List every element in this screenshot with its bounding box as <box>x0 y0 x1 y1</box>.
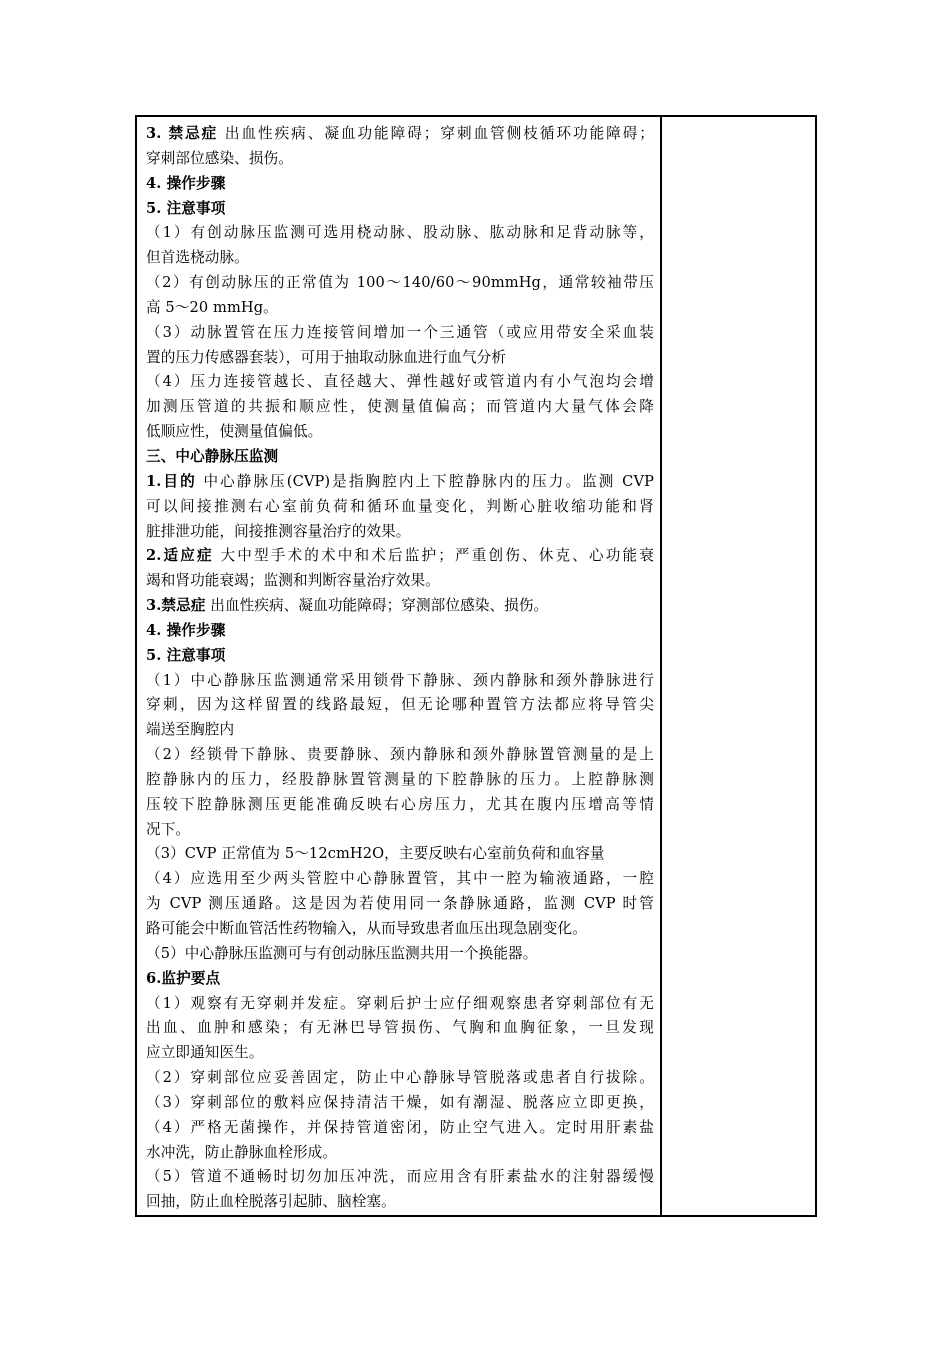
line-text: 穿刺，因为这样留置的线路最短，但无论哪种置管方法都应将导管尖 <box>146 696 654 714</box>
text-line <box>146 197 654 222</box>
text-line <box>146 172 654 197</box>
line-text: （4）严格无菌操作，并保持管道密闭，防止空气进入。定时用肝素盐 <box>146 1118 654 1136</box>
text-line <box>146 470 654 495</box>
line-text: 置的压力传感器套装），可用于抽取动脉血进行血气分析 <box>146 348 507 366</box>
text-line <box>146 867 654 892</box>
content-table <box>135 115 817 1217</box>
text-line <box>146 619 654 644</box>
text-line <box>146 569 654 594</box>
text-line <box>146 693 654 718</box>
line-text: 压较下腔静脉测压更能准确反映右心房压力，尤其在腹内压增高等情 <box>146 795 654 813</box>
text-line <box>146 1190 654 1215</box>
main-text-cell <box>137 117 662 1215</box>
line-text: 出血性疾病、凝血功能障碍；穿测部位感染、损伤。 <box>205 597 549 615</box>
line-text: （2）经锁骨下静脉、贵要静脉、颈内静脉和颈外静脉置管测量的是上 <box>146 746 654 764</box>
line-text: （1）有创动脉压监测可选用桡动脉、股动脉、肱动脉和足背动脉等， <box>146 224 654 242</box>
empty-side-cell <box>662 117 815 1215</box>
text-line <box>146 967 654 992</box>
line-text: 应立即通知医生。 <box>146 1044 264 1062</box>
text-line <box>146 495 654 520</box>
line-text: 竭和肾功能衰竭；监测和判断容量治疗效果。 <box>146 572 440 590</box>
text-line <box>146 321 654 346</box>
line-text: （3）穿刺部位的敷料应保持清洁干燥，如有潮湿、脱落应立即更换， <box>146 1093 654 1111</box>
line-text: （2）穿刺部位应妥善固定，防止中心静脉导管脱落或患者自行拔除。 <box>146 1069 654 1087</box>
line-text: 回抽，防止血栓脱落引起肺、脑栓塞。 <box>146 1193 396 1211</box>
text-line <box>146 147 654 172</box>
line-text: 大中型手术的术中和术后监护；严重创伤、休克、心功能衰 <box>213 547 654 565</box>
line-text: 但首选桡动脉。 <box>146 249 249 267</box>
text-line <box>146 1091 654 1116</box>
text-line <box>146 793 654 818</box>
line-text: （4）应选用至少两头管腔中心静脉置管，其中一腔为输液通路，一腔 <box>146 870 654 888</box>
bold-heading: 3.禁忌症 <box>146 597 206 615</box>
text-line <box>146 942 654 967</box>
line-text: 为 CVP 测压通路。这是因为若使用同一条静脉通路，监测 CVP 时管 <box>146 895 654 913</box>
bold-heading: 三、中心静脉压监测 <box>146 447 279 465</box>
text-line <box>146 221 654 246</box>
text-line <box>146 818 654 843</box>
line-text: 水冲洗，防止静脉血栓形成。 <box>146 1143 338 1161</box>
text-line <box>146 1141 654 1166</box>
bold-heading: 4. 操作步骤 <box>146 621 226 639</box>
line-text: 低顺应性，使测量值偏低。 <box>146 423 323 441</box>
line-text: （2）有创动脉压的正常值为 100～140/60～90mmHg，通常较袖带压 <box>146 274 654 292</box>
line-text: 出血性疾病、凝血功能障碍；穿刺血管侧枝循环功能障碍； <box>218 125 654 142</box>
text-line <box>146 395 654 420</box>
text-line <box>146 420 654 445</box>
bold-heading: 3. 禁忌症 <box>146 125 219 142</box>
text-line <box>146 1016 654 1041</box>
line-text: 腔静脉内的压力，经股静脉置管测量的下腔静脉的压力。上腔静脉测 <box>146 770 654 788</box>
line-text: 况下。 <box>146 820 191 838</box>
bold-heading: 4. 操作步骤 <box>146 174 226 192</box>
bold-heading: 5. 注意事项 <box>146 199 226 217</box>
text-line <box>146 1041 654 1066</box>
line-text: 端送至胸腔内 <box>146 721 235 739</box>
text-line <box>146 544 654 569</box>
text-line <box>146 122 654 147</box>
text-line <box>146 246 654 271</box>
text-line <box>146 1165 654 1190</box>
line-text: 穿刺部位感染、损伤。 <box>146 149 293 167</box>
text-line <box>146 842 654 867</box>
text-line <box>146 1116 654 1141</box>
text-line <box>146 892 654 917</box>
line-text: （5）中心静脉压监测可与有创动脉压监测共用一个换能器。 <box>146 944 538 962</box>
text-line <box>146 594 654 619</box>
bold-heading: 5. 注意事项 <box>146 646 226 664</box>
text-line <box>146 370 654 395</box>
line-text: （3）动脉置管在压力连接管间增加一个三通管（或应用带安全采血装 <box>146 323 654 341</box>
line-text: （1）中心静脉压监测通常采用锁骨下静脉、颈内静脉和颈外静脉进行 <box>146 671 654 689</box>
line-text: 高 5～20 mmHg。 <box>146 298 278 316</box>
line-text: 中心静脉压(CVP)是指胸腔内上下腔静脉内的压力。监测 CVP <box>196 472 654 490</box>
line-text: （1）观察有无穿刺并发症。穿刺后护士应仔细观察患者穿刺部位有无 <box>146 994 654 1012</box>
line-text: 路可能会中断血管活性药物输入，从而导致患者血压出现急剧变化。 <box>146 920 587 937</box>
text-line <box>146 992 654 1017</box>
text-line <box>146 768 654 793</box>
text-line <box>146 669 654 694</box>
bold-heading: 6.监护要点 <box>146 969 221 987</box>
bold-heading: 1.目的 <box>146 472 197 490</box>
text-line <box>146 743 654 768</box>
line-text: 出血、血肿和感染；有无淋巴导管损伤、气胸和血胸征象，一旦发现 <box>146 1019 654 1037</box>
line-text: 加测压管道的共振和顺应性，使测量值偏高；而管道内大量气体会降 <box>146 398 654 416</box>
text-line <box>146 718 654 743</box>
line-text: （5）管道不通畅时切勿加压冲洗，而应用含有肝素盐水的注射器缓慢 <box>146 1168 654 1186</box>
text-line <box>146 917 654 942</box>
text-line <box>146 271 654 296</box>
text-line <box>146 644 654 669</box>
line-text: 脏排泄功能，间接推测容量治疗的效果。 <box>146 522 411 540</box>
line-text: 可以间接推测右心室前负荷和循环血量变化，判断心脏收缩功能和肾 <box>146 497 654 515</box>
bold-heading: 2.适应症 <box>146 547 214 565</box>
line-text: （4）压力连接管越长、直径越大、弹性越好或管道内有小气泡均会增 <box>146 373 654 391</box>
text-line <box>146 346 654 371</box>
text-line <box>146 1066 654 1091</box>
line-text: （3）CVP 正常值为 5～12cmH2O，主要反映右心室前负荷和血容量 <box>146 845 605 863</box>
text-line <box>146 520 654 545</box>
text-line <box>146 296 654 321</box>
text-line <box>146 445 654 470</box>
